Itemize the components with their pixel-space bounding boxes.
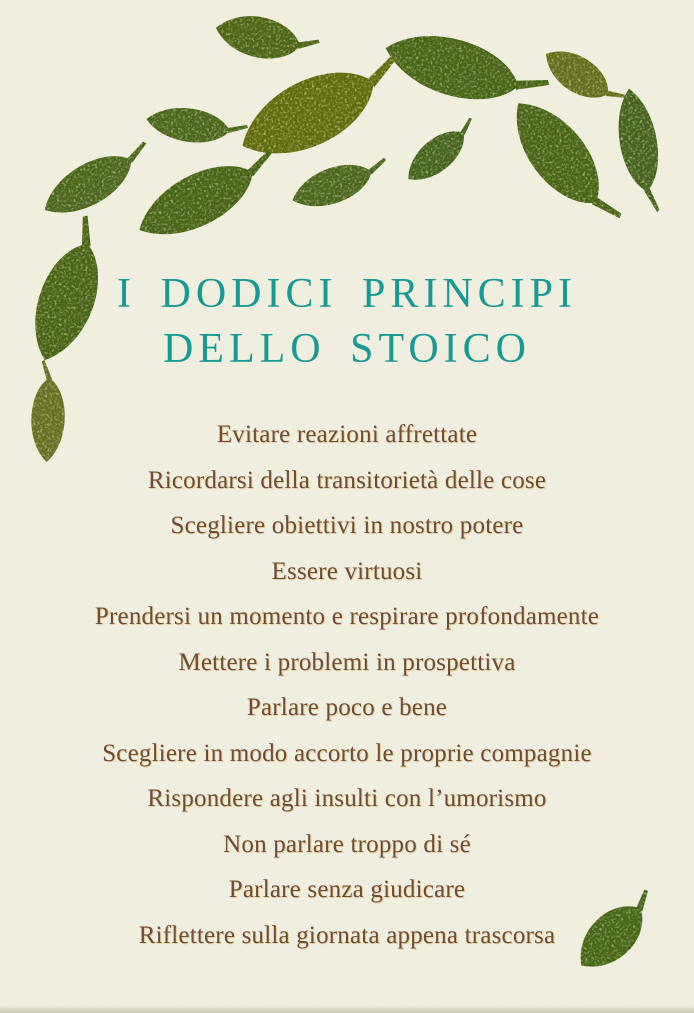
- title-line-2: DELLO STOICO: [162, 326, 532, 372]
- principle-item: Mettere i problemi in prospettiva: [178, 648, 516, 676]
- principle-item: Riflettere sulla giornata appena trascorsa: [138, 921, 556, 949]
- principle-item: Rispondere agli insulti con l’umorismo: [147, 785, 547, 812]
- title-line-1: I DODICI PRINCIPI: [117, 271, 577, 317]
- principle-item: Non parlare troppo di sé: [223, 830, 471, 858]
- principle-item: Scegliere obiettivi in nostro potere: [170, 512, 524, 539]
- principles-list: [0, 412, 694, 958]
- principle-item: Ricordarsi della transitorietà delle cose: [147, 466, 547, 494]
- principle-item: Parlare senza giudicare: [228, 876, 466, 903]
- poster-title: [0, 267, 694, 377]
- principle-item: Parlare poco e bene: [246, 694, 448, 721]
- principle-item: Scegliere in modo accorto le proprie compagnie: [102, 739, 592, 767]
- principle-item: Evitare reazioni affrettate: [216, 421, 478, 448]
- principle-item: Prendersi un momento e respirare profondamente: [94, 603, 600, 630]
- principle-item: Essere virtuosi: [271, 557, 423, 585]
